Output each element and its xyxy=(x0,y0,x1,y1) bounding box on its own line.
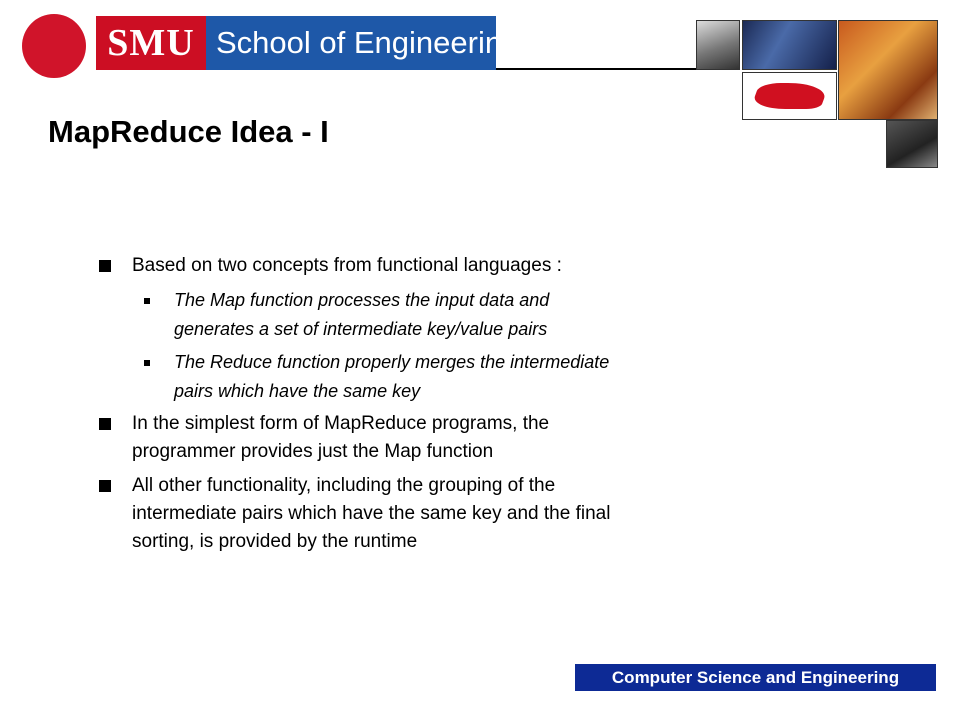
header-divider xyxy=(496,68,696,70)
photo-students xyxy=(886,120,938,168)
department-footer: Computer Science and Engineering xyxy=(575,664,936,691)
bullet-item xyxy=(96,410,776,466)
square-bullet-icon xyxy=(99,418,111,430)
small-square-bullet-icon xyxy=(144,298,150,304)
sub-bullet-text: The Map function processes the input data and generates a set of intermediate key/value pairs xyxy=(174,290,550,339)
photo-campus xyxy=(838,20,938,120)
slide-title: MapReduce Idea - I xyxy=(48,114,329,149)
bullet-text: In the simplest form of MapReduce programs, the programmer provides just the Map function xyxy=(132,413,550,462)
smu-brand: SMU xyxy=(96,16,206,70)
sub-bullet-item xyxy=(96,286,776,344)
photo-lab xyxy=(742,20,837,70)
photo-mustang-mascot xyxy=(742,72,837,120)
small-square-bullet-icon xyxy=(144,360,150,366)
bullet-item xyxy=(96,252,776,280)
mustang-icon xyxy=(750,83,829,109)
square-bullet-icon xyxy=(99,480,111,492)
school-name: School of Engineering xyxy=(206,16,496,70)
bullet-text: All other functionality, including the grouping of the intermediate pairs which have the same key and the final sorting, is provided by the runtime xyxy=(132,475,611,552)
bullet-list xyxy=(96,252,776,562)
bullet-item xyxy=(96,472,776,556)
sub-bullet-text: The Reduce function properly merges the intermediate pairs which have the same key xyxy=(174,352,610,401)
smu-seal-logo xyxy=(22,14,86,78)
square-bullet-icon xyxy=(99,260,111,272)
bullet-text: Based on two concepts from functional languages : xyxy=(132,255,562,276)
sub-bullet-item xyxy=(96,348,776,406)
photo-portrait xyxy=(696,20,740,70)
